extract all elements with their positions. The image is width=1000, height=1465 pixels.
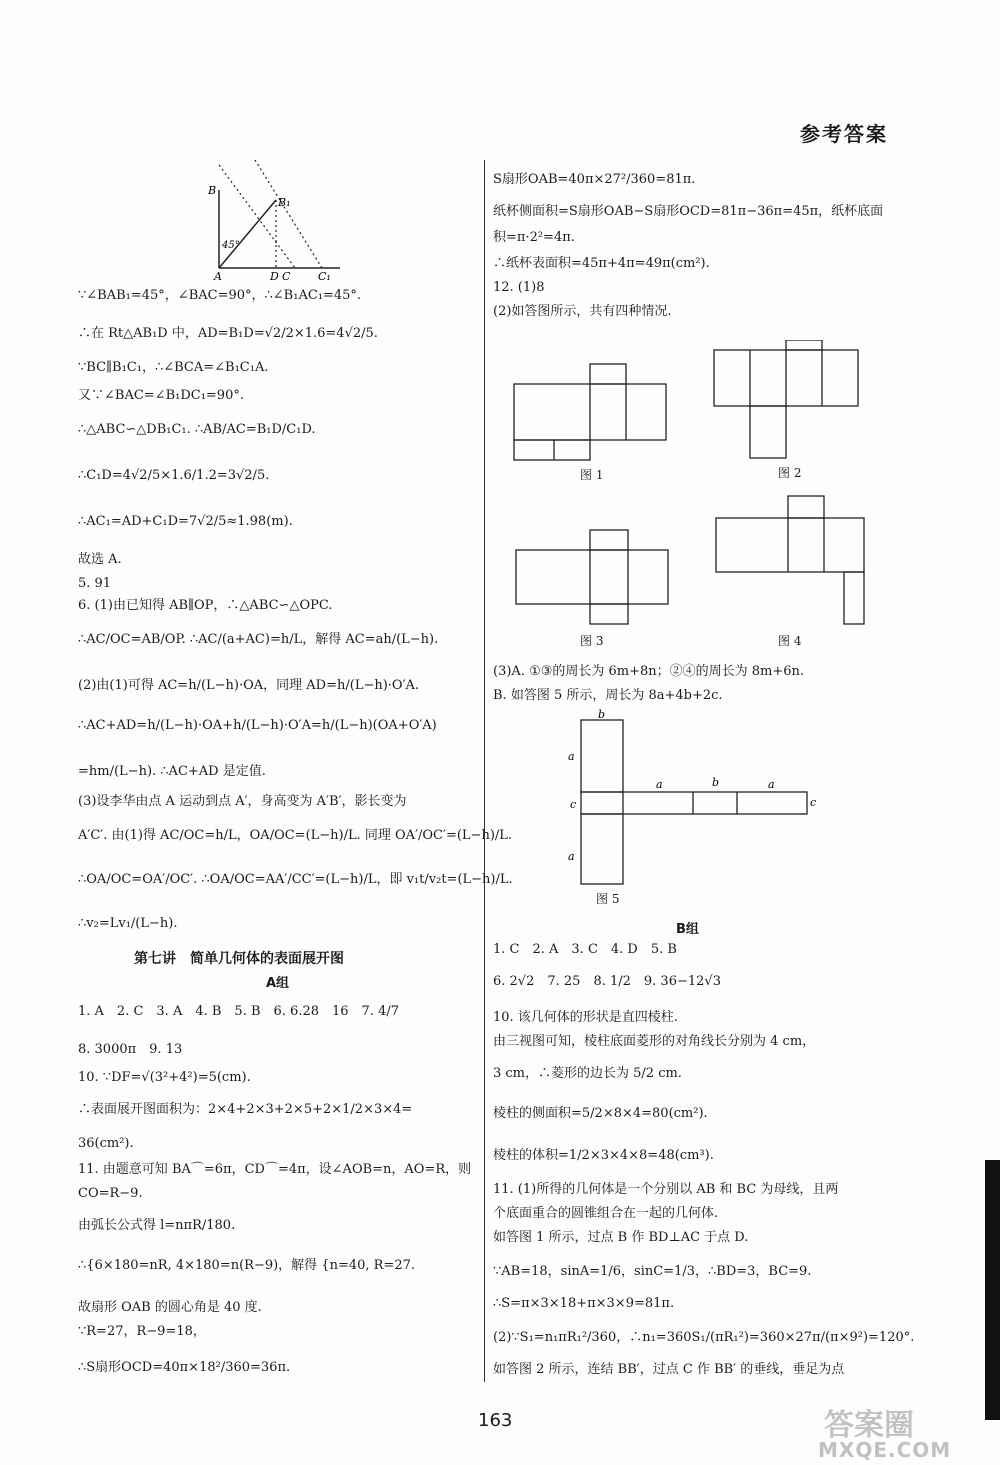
- figure-caption: 图 3: [580, 634, 604, 648]
- answer-line: 1. A 2. C 3. A 4. B 5. B 6. 6.28 16 7. 4/7: [78, 1004, 399, 1019]
- answer-line: 1. C 2. A 3. C 4. D 5. B: [493, 942, 677, 957]
- label-b: b: [712, 776, 720, 789]
- label-a: a: [656, 778, 663, 791]
- right-line: S扇形OAB=40π×27²/360=81π.: [493, 172, 696, 187]
- net-figure-1: [514, 364, 666, 460]
- left-line: (2)由(1)可得 AC=h/(L−h)·OA，同理 AD=h/(L−h)·O′A.: [78, 678, 420, 693]
- right-line: 积=π·2²=4π.: [493, 230, 575, 245]
- answer-line: 如答图 2 所示，连结 BB′，过点 C 作 BB′ 的垂线，垂足为点: [493, 1362, 845, 1377]
- answer-line: ∵AB=18，sinA=1/6，sinC=1/3，∴BD=3，BC=9.: [493, 1264, 812, 1279]
- label-c1: C₁: [318, 270, 331, 282]
- answer-line: 11. (1)所得的几何体是一个分别以 AB 和 BC 为母线，且两: [493, 1182, 839, 1197]
- net-figure-4: [716, 496, 864, 624]
- geometry-figure: [200, 160, 360, 282]
- label-a: a: [568, 850, 575, 863]
- answer-line: ∵R=27，R−9=18，: [78, 1324, 206, 1339]
- label-c: C: [282, 270, 291, 282]
- right-line: B. 如答图 5 所示，周长为 8a+4b+2c.: [493, 688, 723, 703]
- left-line: ∴△ABC∽△DB₁C₁. ∴AB/AC=B₁D/C₁D.: [78, 422, 316, 437]
- right-line: 12. (1)8: [493, 280, 545, 295]
- answer-line: 棱柱的侧面积=5/2×8×4=80(cm²).: [493, 1106, 708, 1121]
- left-line: ∴AC₁=AD+C₁D=7√2/5≈1.98(m).: [78, 514, 293, 529]
- answer-line: ∴S扇形OCD=40π×18²/360=36π.: [78, 1360, 291, 1375]
- net-figure-5: [560, 706, 830, 888]
- figure-caption: 图 4: [778, 634, 802, 648]
- left-line: ∵BC∥B₁C₁，∴∠BCA=∠B₁C₁A.: [78, 360, 269, 375]
- answer-line: 棱柱的体积=1/2×3×4×8=48(cm³).: [493, 1148, 714, 1163]
- right-line: 纸杯侧面积=S扇形OAB−S扇形OCD=81π−36π=45π，纸杯底面: [493, 204, 884, 219]
- group-a-title: A组: [266, 976, 290, 991]
- label-b: b: [598, 708, 606, 721]
- answer-line: 11. 由题意可知 BA⌒=6π，CD⌒=4π，设∠AOB=n，AO=R，则: [78, 1162, 472, 1177]
- answer-line: (2)∵S₁=n₁πR₁²/360，∴n₁=360S₁/(πR₁²)=360×27π/(π×9²)=120°.: [493, 1330, 915, 1345]
- line-ab1: [219, 200, 276, 268]
- answer-line: 由三视图可知，棱柱底面菱形的对角线长分别为 4 cm，: [493, 1034, 816, 1049]
- answer-line: CO=R−9.: [78, 1186, 143, 1201]
- watermark-url: MXQE.COM: [818, 1438, 952, 1462]
- left-line: ∴v₂=Lv₁/(L−h).: [78, 916, 178, 931]
- label-a: a: [568, 750, 575, 763]
- page-edge-tab: [985, 1160, 1000, 1420]
- answer-line: 3 cm，∴菱形的边长为 5/2 cm.: [493, 1066, 682, 1081]
- label-d: D: [270, 270, 279, 282]
- answer-line: 10. ∵DF=√(3²+4²)=5(cm).: [78, 1070, 251, 1085]
- answer-line: ∴表面展开图面积为：2×4+2×3+2×5+2×1/2×3×4=: [78, 1102, 413, 1117]
- label-a: A: [214, 270, 222, 282]
- column-divider: [484, 160, 485, 1382]
- figure-caption: 图 5: [596, 892, 620, 906]
- left-line: 5. 91: [78, 576, 112, 591]
- answer-line: 如答图 1 所示，过点 B 作 BD⊥AC 于点 D.: [493, 1230, 749, 1245]
- label-c: c: [570, 798, 577, 811]
- left-line: (3)设李华由点 A 运动到点 A′，身高变为 A′B′，影长变为: [78, 794, 407, 809]
- answer-line: 10. 该几何体的形状是直四棱柱.: [493, 1010, 678, 1025]
- label-c: c: [810, 796, 817, 809]
- answer-line: 6. 2√2 7. 25 8. 1/2 9. 36−12√3: [493, 974, 721, 989]
- right-line: (2)如答图所示，共有四种情况.: [493, 304, 672, 319]
- group-b-title: B组: [676, 922, 699, 937]
- left-line: 6. (1)由已知得 AB∥OP，∴△ABC∽△OPC.: [78, 598, 333, 613]
- figure-caption: 图 2: [778, 466, 802, 480]
- left-line: 故选 A.: [78, 552, 122, 567]
- line-bc: [219, 165, 295, 268]
- page-number: 163: [478, 1410, 513, 1431]
- left-line: =hm/(L−h). ∴AC+AD 是定值.: [78, 764, 266, 779]
- right-line: (3)A. ①③的周长为 6m+8n；②④的周长为 8m+6n.: [493, 664, 805, 679]
- answer-line: 8. 3000π 9. 13: [78, 1042, 183, 1057]
- label-b1: B₁: [278, 196, 291, 209]
- figure-caption: 图 1: [580, 468, 604, 482]
- left-line: ∴在 Rt△AB₁D 中，AD=B₁D=√2/2×1.6=4√2/5.: [78, 326, 378, 341]
- section-title: 第七讲 简单几何体的表面展开图: [134, 951, 344, 967]
- answer-line: 故扇形 OAB 的圆心角是 40 度.: [78, 1300, 262, 1315]
- label-a: a: [768, 778, 775, 791]
- net-figure-2: [714, 340, 858, 458]
- answer-line: 个底面重合的圆锥组合在一起的几何体.: [493, 1206, 719, 1221]
- left-line: A′C′. 由(1)得 AC/OC=h/L，OA/OC=(L−h)/L. 同理 OA′/OC′=(L−h)/L.: [78, 828, 513, 843]
- net-figures: [490, 340, 870, 660]
- answer-line: ∴{6×180=nR, 4×180=n(R−9)，解得 {n=40, R=27.: [78, 1258, 416, 1273]
- label-b: B: [208, 184, 217, 197]
- answer-line: 36(cm²).: [78, 1136, 134, 1151]
- label-45deg: 45°: [222, 240, 240, 251]
- left-line: ∵∠BAB₁=45°，∠BAC=90°，∴∠B₁AC₁=45°.: [78, 288, 362, 303]
- right-line: ∴纸杯表面积=45π+4π=49π(cm²).: [493, 256, 710, 271]
- left-line: ∴OA/OC=OA′/OC′. ∴OA/OC=AA′/CC′=(L−h)/L，即 v₁t/v₂t=(L−h)/L.: [78, 872, 513, 887]
- left-line: ∴AC/OC=AB/OP. ∴AC/(a+AC)=h/L，解得 AC=ah/(L−h).: [78, 632, 439, 647]
- net-figure-3: [516, 530, 668, 624]
- answer-line: 由弧长公式得 l=nπR/180.: [78, 1218, 236, 1233]
- left-line: 又∵∠BAC=∠B₁DC₁=90°.: [78, 388, 244, 403]
- left-line: ∴AC+AD=h/(L−h)·OA+h/(L−h)·O′A=h/(L−h)(OA+O′A): [78, 718, 437, 733]
- page-header-title: 参考答案: [800, 122, 888, 146]
- answer-line: ∴S=π×3×18+π×3×9=81π.: [493, 1296, 675, 1311]
- watermark: [818, 1400, 994, 1460]
- watermark-logo-text: 答案圈: [824, 1408, 914, 1443]
- left-line: ∴C₁D=4√2/5×1.6/1.2=3√2/5.: [78, 468, 270, 483]
